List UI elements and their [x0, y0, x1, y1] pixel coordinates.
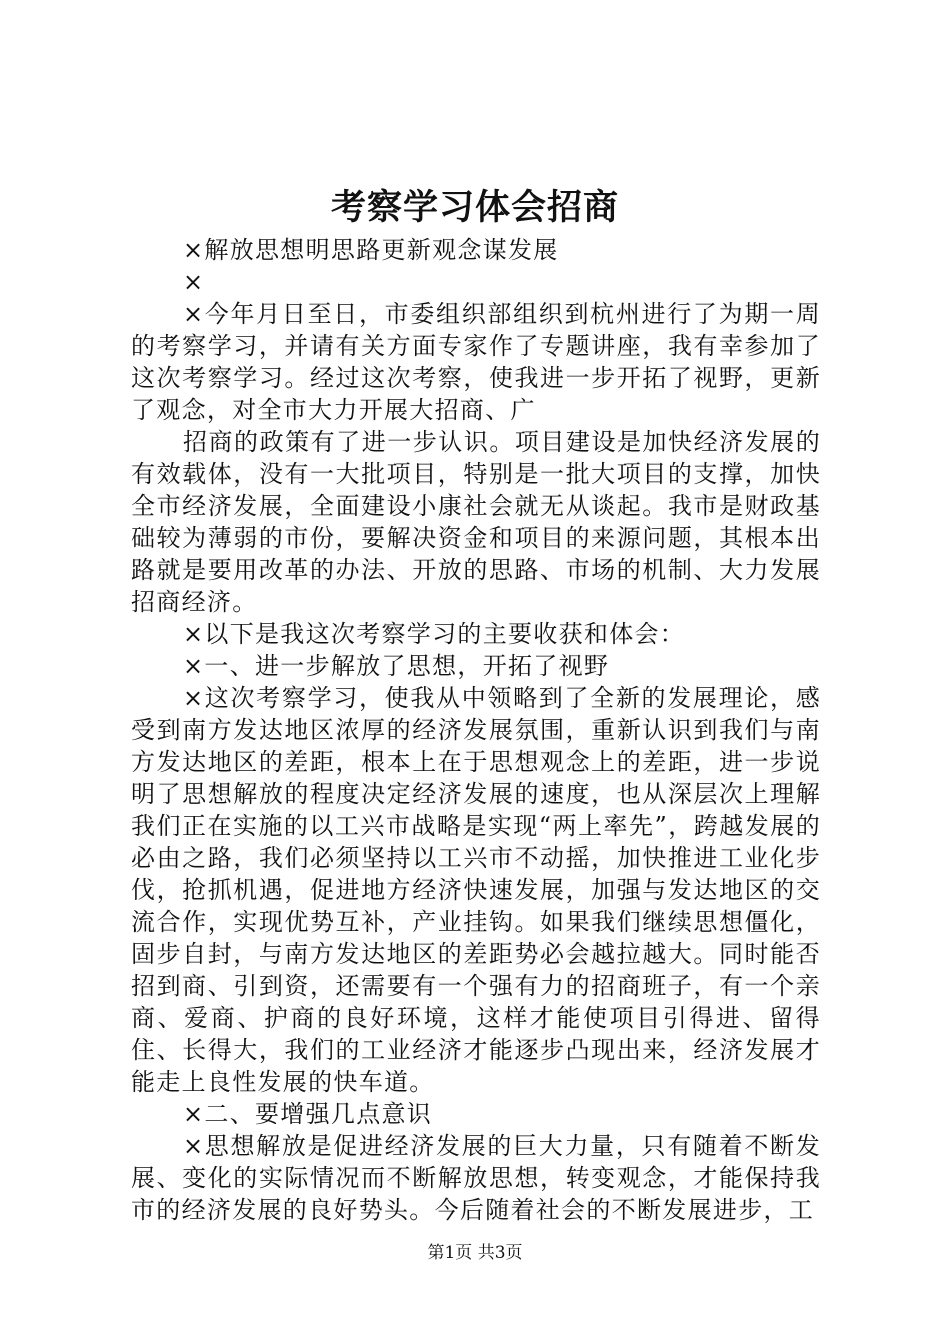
paragraph: ×二、要增强几点意识	[183, 1100, 433, 1128]
document-title: 考察学习体会招商	[330, 187, 619, 228]
paragraph: 招商的政策有了进一步认识。项目建设是加快经济发展的有效载体，没有一大批项目，特别是一批大项目的支撑，加快全市经济发展，全面建设小康社会就无从谈起。我市是财政基础较为薄弱的市份，要解决资金和项目的来源问题，其根本出路就是要用改革的办法、开放的思路、市场的机制、大力发展招商经济。	[131, 428, 821, 616]
paragraph: ×解放思想明思路更新观念谋发展	[183, 236, 559, 264]
paragraph: ×以下是我这次考察学习的主要收获和体会：	[183, 620, 686, 648]
paragraph: ×这次考察学习，使我从中领略到了全新的发展理论，感受到南方发达地区浓厚的经济发展氛围，重新认识到我们与南方发达地区的差距，根本上在于思想观念上的差距，进一步说明了思想解放的程度决定经济发展的速度，也从深层次上理解我们正在实施的以工兴市战略是实现“两上率先”，跨越发展的必由之路，我们必须坚持以工兴市不动摇，加快推进工业化步伐，抢抓机遇，促进地方经济快速发展，加强与发达地区的交流合作，实现优势互补，产业挂钩。如果我们继续思想僵化，固步自封，与南方发达地区的差距势必会越拉越大。同时能否招到商、引到资，还需要有一个强有力的招商班子，有一个亲商、爱商、护商的良好环境，这样才能使项目引得进、留得住、长得大，我们的工业经济才能逐步凸现出来，经济发展才能走上良性发展的快车道。	[131, 684, 821, 1096]
page-number-footer: 第1页 共3页	[427, 1243, 523, 1263]
paragraph: ×一、进一步解放了思想，开拓了视野	[183, 652, 610, 680]
paragraph: ×今年月日至日，市委组织部组织到杭州进行了为期一周的考察学习，并请有关方面专家作了专题讲座，我有幸参加了这次考察学习。经过这次考察，使我进一步开拓了视野，更新了观念，对全市大力开展大招商、广	[131, 300, 821, 424]
document-body	[131, 234, 821, 1226]
paragraph: ×思想解放是促进经济发展的巨大力量，只有随着不断发展、变化的实际情况而不断解放思想，转变观念，才能保持我市的经济发展的良好势头。今后随着社会的不断发展进步，工	[131, 1132, 821, 1224]
paragraph: ×	[183, 268, 205, 296]
